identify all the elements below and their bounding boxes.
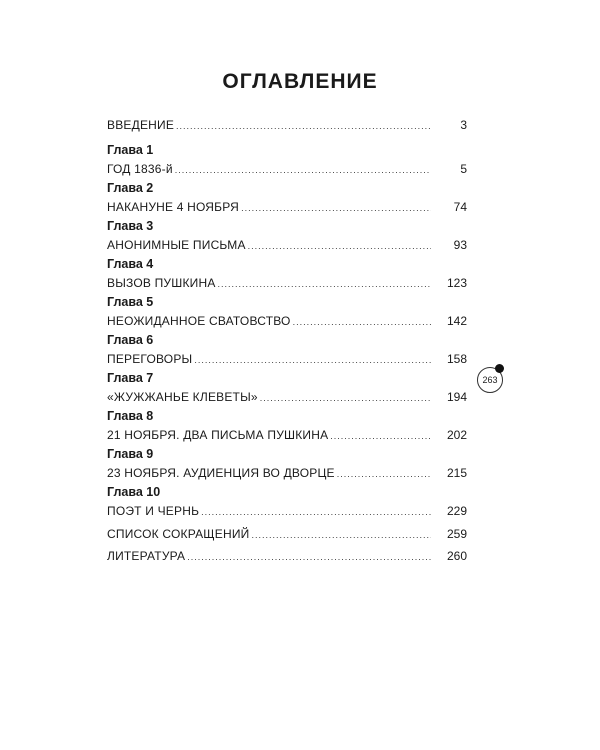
toc-entry-title: ПЕРЕГОВОРЫ (107, 352, 193, 366)
chapter-label: Глава 1 (107, 143, 154, 157)
toc-entry-title: ГОД 1836-й (107, 162, 173, 176)
toc-entry-abbreviations[interactable] (107, 525, 467, 544)
toc-entry-literature[interactable] (107, 547, 467, 566)
toc-entry-chapter-2[interactable] (107, 179, 467, 217)
toc-entry-title: ПОЭТ И ЧЕРНЬ (107, 504, 200, 518)
dot-leader (201, 503, 431, 522)
toc-entry-title: ВВЕДЕНИЕ (107, 118, 175, 132)
page-title: ОГЛАВЛЕНИЕ (222, 70, 378, 93)
toc-entry-intro[interactable] (107, 116, 467, 135)
dot-leader (187, 548, 431, 567)
dot-leader (260, 389, 431, 408)
toc-entry-chapter-6[interactable] (107, 331, 467, 369)
toc-entry-page: 158 (446, 352, 467, 366)
badge-dot-icon (495, 364, 504, 373)
toc-entry-chapter-3[interactable] (107, 217, 467, 255)
toc-entry-chapter-7[interactable] (107, 369, 467, 407)
toc-entry-page: 229 (446, 504, 467, 518)
chapter-label: Глава 4 (107, 257, 154, 271)
toc-entry-chapter-5[interactable] (107, 293, 467, 331)
toc-entry-chapter-1[interactable] (107, 141, 467, 179)
toc-entry-page: 194 (446, 390, 467, 404)
toc-entry-page: 123 (446, 276, 467, 290)
toc-entry-page: 3 (460, 118, 467, 132)
toc-entry-page: 5 (460, 162, 467, 176)
chapter-label: Глава 5 (107, 295, 154, 309)
toc-entry-chapter-9[interactable] (107, 445, 467, 483)
chapter-label: Глава 6 (107, 333, 154, 347)
chapter-label: Глава 2 (107, 181, 154, 195)
dot-leader (293, 313, 431, 332)
dot-leader (330, 427, 431, 446)
chapter-label: Глава 3 (107, 219, 154, 233)
toc-entry-page: 259 (446, 527, 467, 541)
dot-leader (175, 161, 431, 180)
dot-leader (251, 526, 431, 545)
toc-entry-title: АНОНИМНЫЕ ПИСЬМА (107, 238, 246, 252)
dot-leader (248, 237, 431, 256)
dot-leader (176, 117, 431, 136)
toc-entry-chapter-4[interactable] (107, 255, 467, 293)
dot-leader (241, 199, 431, 218)
toc-entry-title: ЛИТЕРАТУРА (107, 549, 186, 563)
page-number-badge: 263 (477, 367, 503, 393)
toc-entry-page: 215 (446, 466, 467, 480)
dot-leader (194, 351, 431, 370)
chapter-label: Глава 10 (107, 485, 161, 499)
table-of-contents (107, 116, 467, 572)
toc-entry-title: 21 НОЯБРЯ. ДВА ПИСЬМА ПУШКИНА (107, 428, 329, 442)
toc-entry-title: НАКАНУНЕ 4 НОЯБРЯ (107, 200, 240, 214)
toc-entry-page: 93 (453, 238, 467, 252)
toc-entry-title: ВЫЗОВ ПУШКИНА (107, 276, 216, 290)
toc-entry-chapter-8[interactable] (107, 407, 467, 445)
chapter-label: Глава 8 (107, 409, 154, 423)
toc-entry-chapter-10[interactable] (107, 483, 467, 521)
dot-leader (337, 465, 431, 484)
chapter-label: Глава 9 (107, 447, 154, 461)
toc-entry-page: 142 (446, 314, 467, 328)
chapter-label: Глава 7 (107, 371, 154, 385)
toc-entry-title: СПИСОК СОКРАЩЕНИЙ (107, 527, 250, 541)
toc-entry-title: «ЖУЖЖАНЬЕ КЛЕВЕТЫ» (107, 390, 258, 404)
toc-entry-page: 202 (446, 428, 467, 442)
toc-entry-title: НЕОЖИДАННОЕ СВАТОВСТВО (107, 314, 291, 328)
toc-entry-page: 260 (446, 549, 467, 563)
dot-leader (218, 275, 431, 294)
toc-entry-title: 23 НОЯБРЯ. АУДИЕНЦИЯ ВО ДВОРЦЕ (107, 466, 335, 480)
toc-entry-page: 74 (453, 200, 467, 214)
